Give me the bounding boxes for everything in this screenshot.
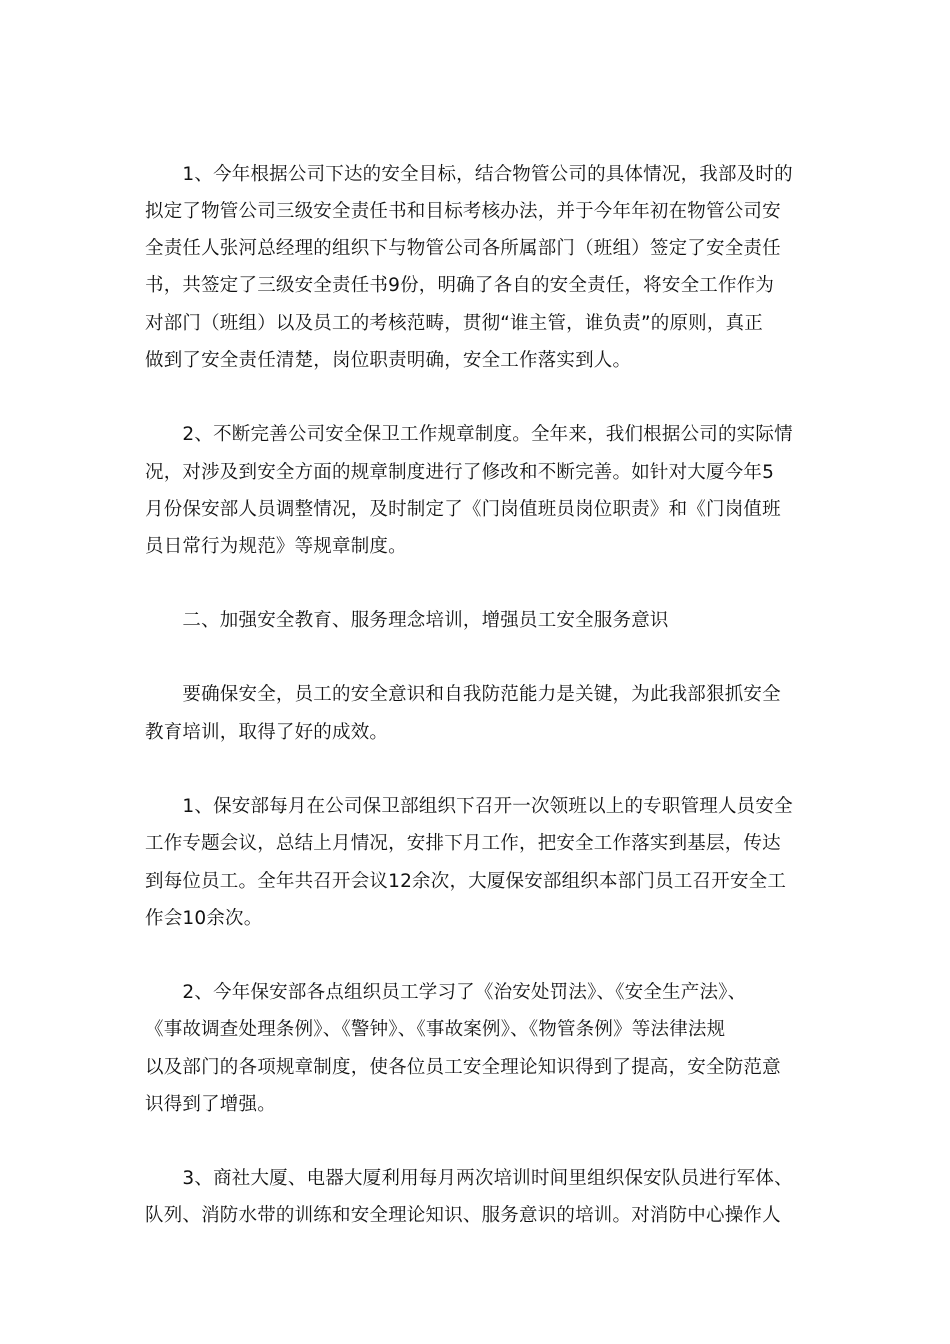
text-line: 全责任人张河总经理的组织下与物管公司各所属部门（班组）签定了安全责任 (145, 238, 781, 259)
text-line: 教育培训，取得了好的成效。 (145, 722, 389, 743)
text-line: 月份保安部人员调整情况，及时制定了《门岗值班员岗位职责》和《门岗值班 (145, 499, 781, 520)
text-line: 《事故调查处理条例》、《警钟》、《事故案例》、《物管条例》等法律法规 (145, 1019, 726, 1040)
text-line: 2、不断完善公司安全保卫工作规章制度。全年来，我们根据公司的实际情 (145, 424, 793, 445)
text-line: 工作专题会议，总结上月情况，安排下月工作，把安全工作落实到基层，传达 (145, 833, 781, 854)
text-line: 员日常行为规范》等规章制度。 (145, 536, 407, 557)
text-line: 况，对涉及到安全方面的规章制度进行了修改和不断完善。如针对大厦今年5 (145, 462, 775, 483)
text-line: 2、今年保安部各点组织员工学习了《治安处罚法》、《安全生产法》、 (145, 982, 747, 1003)
section-heading: 二、加强安全教育、服务理念培训，增强员工安全服务意识 (145, 610, 669, 631)
text-line: 拟定了物管公司三级安全责任书和目标考核办法，并于今年年初在物管公司安 (145, 201, 781, 222)
text-line: 到每位员工。全年共召开会议12余次，大厦保安部组织本部门员工召开安全工 (145, 871, 787, 892)
text-line: 队列、消防水带的训练和安全理论知识、服务意识的培训。对消防中心操作人 (145, 1205, 781, 1226)
text-line: 要确保安全，员工的安全意识和自我防范能力是关键，为此我部狠抓安全 (145, 684, 781, 705)
text-line: 1、保安部每月在公司保卫部组织下召开一次领班以上的专职管理人员安全 (145, 796, 793, 817)
text-line: 对部门（班组）以及员工的考核范畴，贯彻“谁主管，谁负责”的原则，真正 (145, 313, 763, 334)
text-line: 3、商社大厦、电器大厦利用每月两次培训时间里组织保安队员进行军体、 (145, 1168, 793, 1189)
text-line: 以及部门的各项规章制度，使各位员工安全理论知识得到了提高，安全防范意 (145, 1057, 781, 1078)
text-line: 作会10余次。 (145, 908, 263, 929)
text-line: 书，共签定了三级安全责任书9份，明确了各自的安全责任，将安全工作作为 (145, 275, 775, 296)
text-line: 1、今年根据公司下达的安全目标，结合物管公司的具体情况，我部及时的 (145, 164, 793, 185)
text-line: 做到了安全责任清楚，岗位职责明确，安全工作落实到人。 (145, 350, 632, 371)
text-line: 识得到了增强。 (145, 1094, 276, 1115)
